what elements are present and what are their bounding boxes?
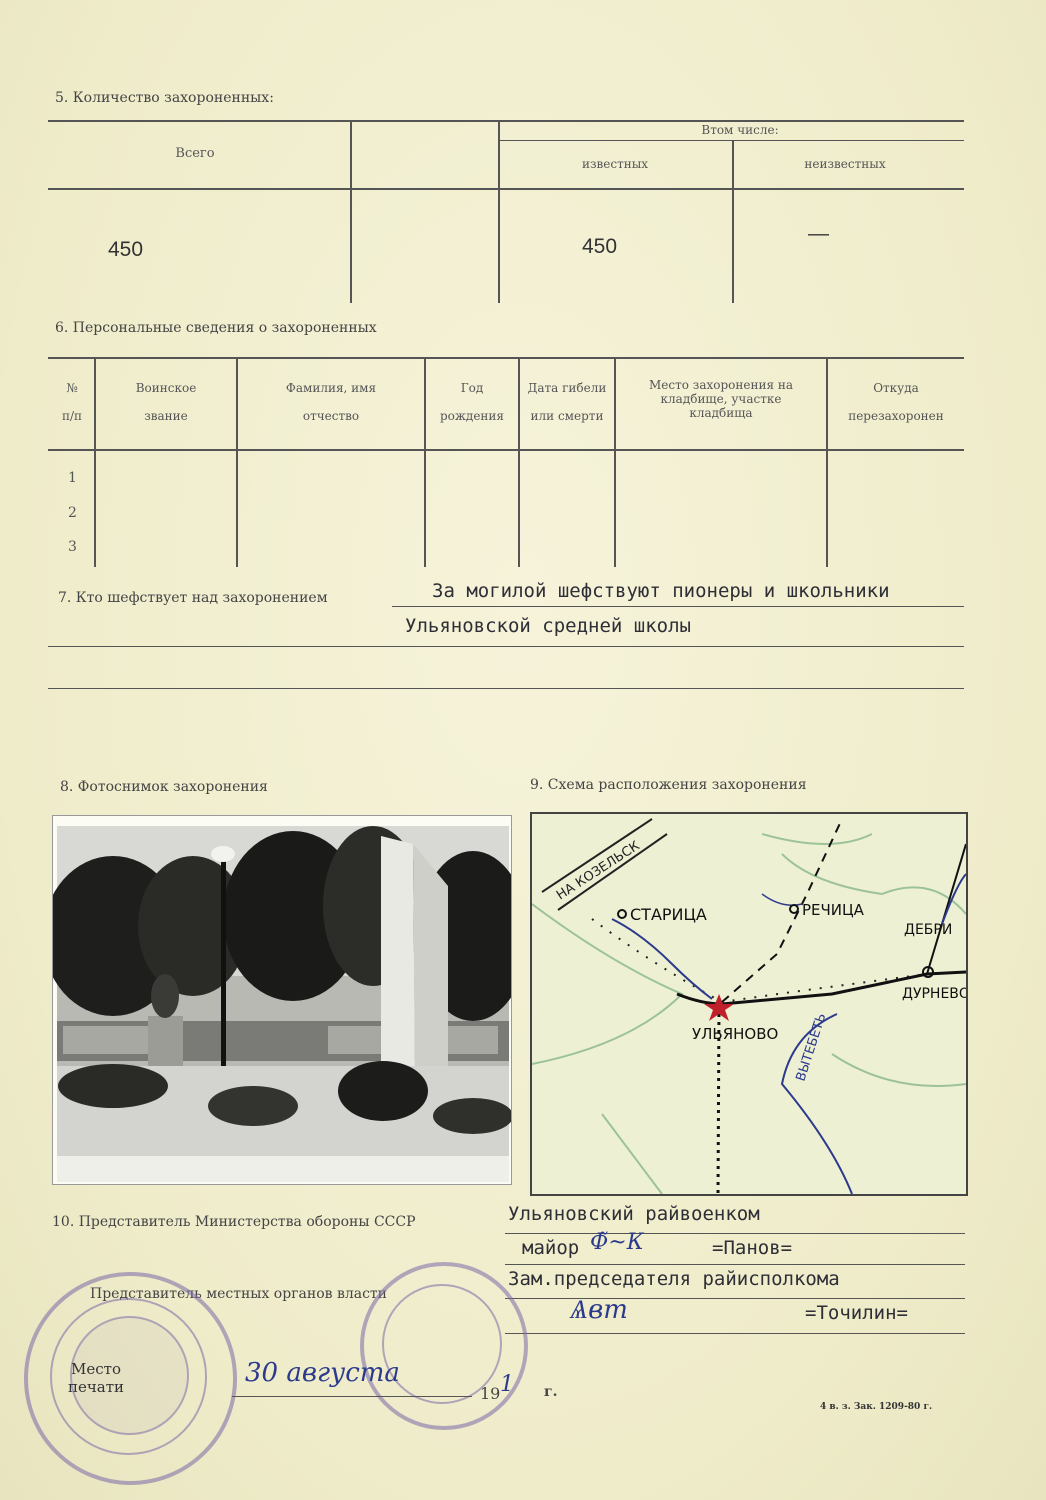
row-number: 1 xyxy=(68,470,77,486)
divider xyxy=(498,120,500,303)
hdr-place-l3: кладбища xyxy=(689,406,753,420)
patron-line2: Ульяновской средней школы xyxy=(405,615,691,637)
map-label-road: НА КОЗЕЛЬСК xyxy=(554,838,643,904)
divider xyxy=(392,606,964,607)
seal-label-l1: Место xyxy=(71,1360,121,1378)
print-code: 4 в. з. Зак. 1209-80 г. xyxy=(820,1402,933,1412)
date-year-suffix: 1 xyxy=(500,1372,514,1397)
unknown-value: — xyxy=(808,222,829,245)
section10-title: 10. Представитель Министерства обороны СССР xyxy=(52,1214,416,1230)
date-g: г. xyxy=(544,1384,558,1400)
hdr-death xyxy=(520,380,614,424)
col-known-header: известных xyxy=(581,157,649,171)
map-label-staritsa: СТАРИЦА xyxy=(630,905,707,924)
map-label-ulyanovo: УЛЬЯНОВО xyxy=(692,1025,779,1043)
hdr-rank-l2: звание xyxy=(144,409,188,423)
divider xyxy=(505,1233,965,1234)
hdr-from xyxy=(828,380,964,424)
local-signature: Ѧвт xyxy=(570,1295,628,1325)
section8-title: 8. Фотоснимок захоронения xyxy=(60,779,268,795)
hdr-year-l2: рождения xyxy=(439,409,504,423)
hdr-year xyxy=(426,380,518,424)
hdr-num-l2: п/п xyxy=(61,409,83,423)
hdr-place-l2: кладбище, участке xyxy=(660,392,782,406)
total-value: 450 xyxy=(108,238,144,261)
divider xyxy=(505,1333,965,1334)
seal-label-l2: печати xyxy=(68,1378,125,1396)
local-authority-title: Представитель местных органов власти xyxy=(90,1286,388,1302)
hdr-place-l1: Место захоронения на xyxy=(648,378,794,392)
patron-line1: За могилой шефствуют пионеры и школьники xyxy=(432,580,890,602)
section6-title: 6. Персональные сведения о захороненных xyxy=(55,320,377,336)
hdr-num xyxy=(50,380,94,424)
hdr-name-l2: отчество xyxy=(302,409,360,423)
divider xyxy=(350,120,352,303)
location-map xyxy=(530,812,968,1196)
section7-title: 7. Кто шефствует над захоронением xyxy=(58,590,328,606)
map-label-river: ВЫТЕБЕТЬ xyxy=(793,1011,830,1084)
hdr-death-l2: или смерти xyxy=(530,409,604,423)
divider xyxy=(48,646,964,647)
row-number: 3 xyxy=(68,539,77,555)
section5-title: 5. Количество захороненных: xyxy=(55,90,274,106)
map-label-debri: ДЕБРИ xyxy=(904,922,953,938)
row-number: 2 xyxy=(68,505,77,521)
divider xyxy=(48,188,964,190)
memorial-photo-image xyxy=(53,816,511,1184)
local-line1: Зам.председателя райисполкома xyxy=(508,1268,840,1290)
burial-photo xyxy=(52,815,512,1185)
map-drawing xyxy=(532,814,966,1194)
hdr-rank-l1: Воинское xyxy=(135,381,197,395)
date-year-prefix: 19 xyxy=(480,1384,501,1403)
divider xyxy=(48,688,964,689)
divider xyxy=(232,1396,472,1397)
military-stamp xyxy=(24,1272,237,1485)
hdr-name xyxy=(238,380,424,424)
mo-signature: Ф̃~К xyxy=(590,1230,644,1255)
map-label-rechitsa: РЕЧИЦА xyxy=(802,901,864,919)
section9-title: 9. Схема расположения захоронения xyxy=(530,777,807,793)
divider xyxy=(732,140,734,303)
mo-line2-name: =Панов= xyxy=(712,1237,793,1259)
hdr-from-l1: Откуда xyxy=(873,381,919,395)
hdr-num-l1: № xyxy=(66,381,78,395)
council-stamp xyxy=(360,1262,528,1430)
col-including-header: Втом числе: xyxy=(701,123,779,137)
local-line2: =Точилин= xyxy=(805,1302,908,1324)
hdr-place xyxy=(616,378,826,420)
seal-place-label xyxy=(68,1360,124,1396)
hdr-from-l2: перезахоронен xyxy=(848,409,944,423)
hdr-name-l1: Фамилия, имя xyxy=(285,381,377,395)
mo-line2-rank: майор xyxy=(522,1237,580,1259)
hdr-death-l1: Дата гибели xyxy=(527,381,607,395)
known-value: 450 xyxy=(582,235,618,258)
col-unknown-header: неизвестных xyxy=(804,157,886,171)
date-handwritten: 30 августа xyxy=(245,1358,400,1388)
hdr-year-l1: Год xyxy=(460,381,484,395)
divider xyxy=(505,1264,965,1265)
mo-line1: Ульяновский райвоенком xyxy=(508,1203,760,1225)
col-total-header: Всего xyxy=(175,146,215,161)
map-label-durnevo: ДУРНЕВО xyxy=(902,986,966,1002)
hdr-rank xyxy=(96,380,236,424)
